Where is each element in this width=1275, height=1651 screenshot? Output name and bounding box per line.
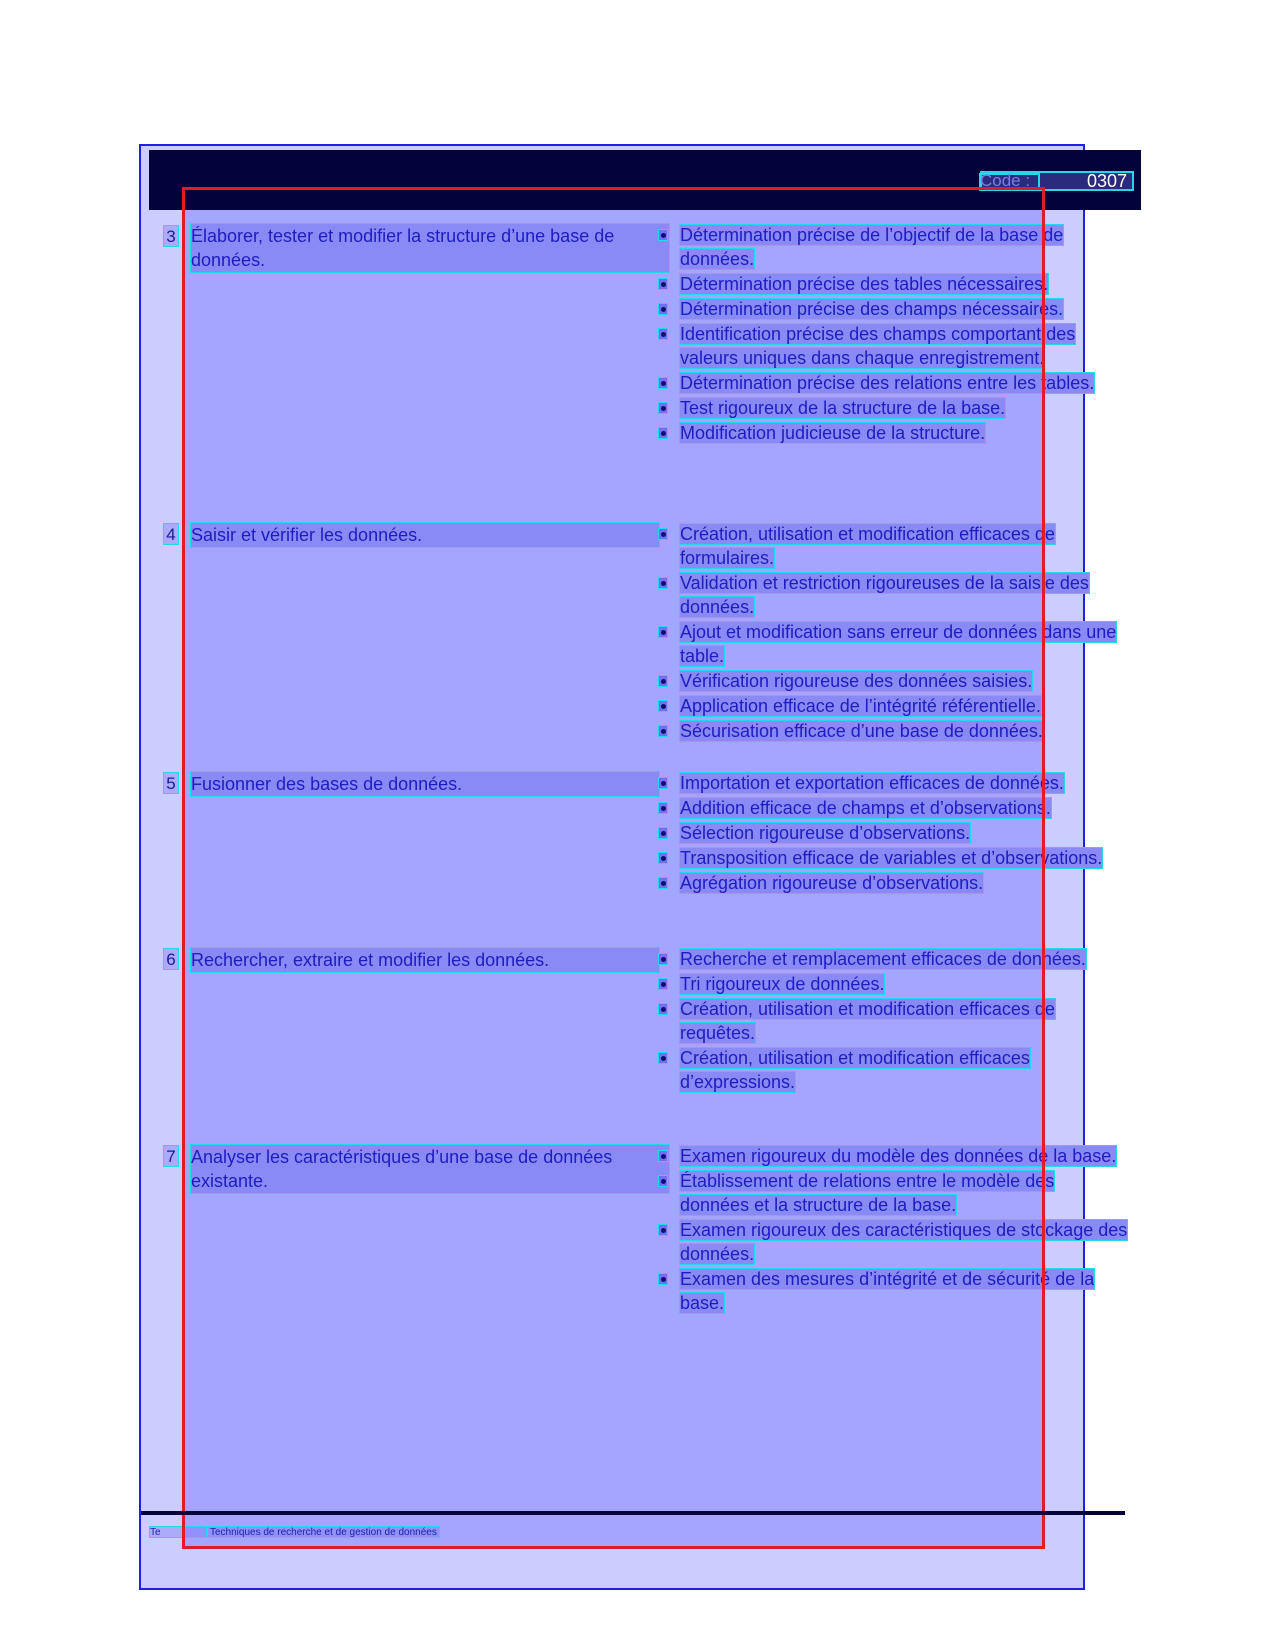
criterion-text: Tri rigoureux de données. bbox=[680, 974, 885, 994]
bullet-icon bbox=[658, 1175, 668, 1187]
code-value: 0307 bbox=[1087, 171, 1128, 191]
competency-number: 3 bbox=[163, 225, 179, 247]
criterion-text: Ajout et modification sans erreur de données dans une table. bbox=[680, 622, 1117, 666]
criterion-text: Sélection rigoureuse d’observations. bbox=[680, 823, 971, 843]
bullet-icon bbox=[658, 877, 668, 889]
competency-title bbox=[190, 1144, 660, 1194]
criterion-text: Addition efficace de champs et d’observations. bbox=[680, 798, 1051, 818]
bullet-icon bbox=[658, 1003, 668, 1015]
list-item bbox=[658, 223, 1128, 271]
bullet-icon bbox=[658, 852, 668, 864]
bullet-icon bbox=[658, 402, 668, 414]
criterion-text: Validation et restriction rigoureuses de la saisie des données. bbox=[680, 573, 1089, 617]
competency-title-text: Élaborer, tester et modifier la structure d’une base de données. bbox=[190, 223, 670, 273]
bullet-icon bbox=[658, 1224, 668, 1236]
criterion-text: Examen des mesures d’intégrité et de sécurité de la base. bbox=[680, 1269, 1095, 1313]
list-item bbox=[658, 1218, 1128, 1266]
criterion-text: Établissement de relations entre le modèle des données et la structure de la base. bbox=[680, 1171, 1055, 1215]
list-item bbox=[658, 796, 1128, 820]
competency-title bbox=[190, 771, 660, 797]
criterion-text: Détermination précise de l’objectif de la base de données. bbox=[680, 225, 1064, 269]
criterion-text: Création, utilisation et modification efficaces de formulaires. bbox=[680, 524, 1055, 568]
list-item bbox=[658, 371, 1128, 395]
competency-title-text: Analyser les caractéristiques d’une base de données existante. bbox=[190, 1144, 670, 1194]
bullet-icon bbox=[658, 700, 668, 712]
bullet-icon bbox=[658, 725, 668, 737]
list-item bbox=[658, 719, 1128, 743]
competency-title bbox=[190, 522, 660, 548]
bullet-icon bbox=[658, 303, 668, 315]
bullet-icon bbox=[658, 377, 668, 389]
list-item bbox=[658, 620, 1128, 668]
competency-title-text: Rechercher, extraire et modifier les données. bbox=[190, 947, 660, 973]
bullet-icon bbox=[658, 328, 668, 340]
bullet-icon bbox=[658, 229, 668, 241]
list-item bbox=[658, 522, 1128, 570]
bullet-icon bbox=[658, 827, 668, 839]
list-item bbox=[658, 997, 1128, 1045]
list-item bbox=[658, 396, 1128, 420]
list-item bbox=[658, 821, 1128, 845]
criterion-text: Examen rigoureux du modèle des données de la base. bbox=[680, 1146, 1117, 1166]
bullet-icon bbox=[658, 626, 668, 638]
list-item bbox=[658, 297, 1128, 321]
list-item bbox=[658, 669, 1128, 693]
list-item bbox=[658, 947, 1128, 971]
list-item bbox=[658, 571, 1128, 619]
competency-number: 7 bbox=[163, 1145, 179, 1167]
competency-number: 5 bbox=[163, 772, 179, 794]
list-item bbox=[658, 846, 1128, 870]
criteria-list bbox=[658, 1144, 1128, 1316]
bullet-icon bbox=[658, 1052, 668, 1064]
list-item bbox=[658, 1144, 1128, 1168]
criterion-text: Identification précise des champs comportant des valeurs uniques dans chaque enregistrement. bbox=[680, 324, 1076, 368]
list-item bbox=[658, 272, 1128, 296]
competency-number: 4 bbox=[163, 523, 179, 545]
criterion-text: Création, utilisation et modification efficaces de requêtes. bbox=[680, 999, 1055, 1043]
bullet-icon bbox=[658, 1273, 668, 1285]
list-item bbox=[658, 871, 1128, 895]
list-item bbox=[658, 771, 1128, 795]
competency-title-text: Fusionner des bases de données. bbox=[190, 771, 660, 797]
bullet-icon bbox=[658, 427, 668, 439]
criterion-text: Test rigoureux de la structure de la base. bbox=[680, 398, 1006, 418]
competency-number: 6 bbox=[163, 948, 179, 970]
criteria-list bbox=[658, 522, 1128, 744]
list-item bbox=[658, 1169, 1128, 1217]
bullet-icon bbox=[658, 675, 668, 687]
criterion-text: Détermination précise des tables nécessaires. bbox=[680, 274, 1049, 294]
criteria-list bbox=[658, 223, 1128, 446]
list-item bbox=[658, 972, 1128, 996]
criteria-list bbox=[658, 947, 1128, 1095]
bullet-icon bbox=[658, 577, 668, 589]
criterion-text: Transposition efficace de variables et d’observations. bbox=[680, 848, 1103, 868]
list-item bbox=[658, 421, 1128, 445]
code-label: Code : bbox=[980, 171, 1031, 190]
criterion-text: Agrégation rigoureuse d’observations. bbox=[680, 873, 984, 893]
bullet-icon bbox=[658, 777, 668, 789]
criterion-text: Détermination précise des champs nécessaires. bbox=[680, 299, 1064, 319]
criterion-text: Recherche et remplacement efficaces de données. bbox=[680, 949, 1086, 969]
bullet-icon bbox=[658, 978, 668, 990]
criterion-text: Sécurisation efficace d’une base de données. bbox=[680, 721, 1043, 741]
bullet-icon bbox=[658, 528, 668, 540]
bullet-icon bbox=[658, 953, 668, 965]
bullet-icon bbox=[658, 1150, 668, 1162]
competency-title bbox=[190, 223, 660, 273]
list-item bbox=[658, 322, 1128, 370]
footer-code: Te bbox=[149, 1526, 207, 1538]
criterion-text: Modification judicieuse de la structure. bbox=[680, 423, 986, 443]
criterion-text: Détermination précise des relations entre les tables. bbox=[680, 373, 1095, 393]
criterion-text: Examen rigoureux des caractéristiques de stockage des données. bbox=[680, 1220, 1128, 1264]
footer-title: Techniques de recherche et de gestion de données bbox=[207, 1526, 440, 1538]
bullet-icon bbox=[658, 802, 668, 814]
criterion-text: Création, utilisation et modification efficaces d’expressions. bbox=[680, 1048, 1030, 1092]
criterion-text: Application efficace de l’intégrité référentielle. bbox=[680, 696, 1041, 716]
criterion-text: Vérification rigoureuse des données saisies. bbox=[680, 671, 1033, 691]
list-item bbox=[658, 1046, 1128, 1094]
footer-rule bbox=[141, 1511, 1125, 1515]
competency-title bbox=[190, 947, 660, 973]
list-item bbox=[658, 1267, 1128, 1315]
criterion-text: Importation et exportation efficaces de données. bbox=[680, 773, 1064, 793]
criteria-list bbox=[658, 771, 1128, 896]
list-item bbox=[658, 694, 1128, 718]
bullet-icon bbox=[658, 278, 668, 290]
competency-title-text: Saisir et vérifier les données. bbox=[190, 522, 660, 548]
